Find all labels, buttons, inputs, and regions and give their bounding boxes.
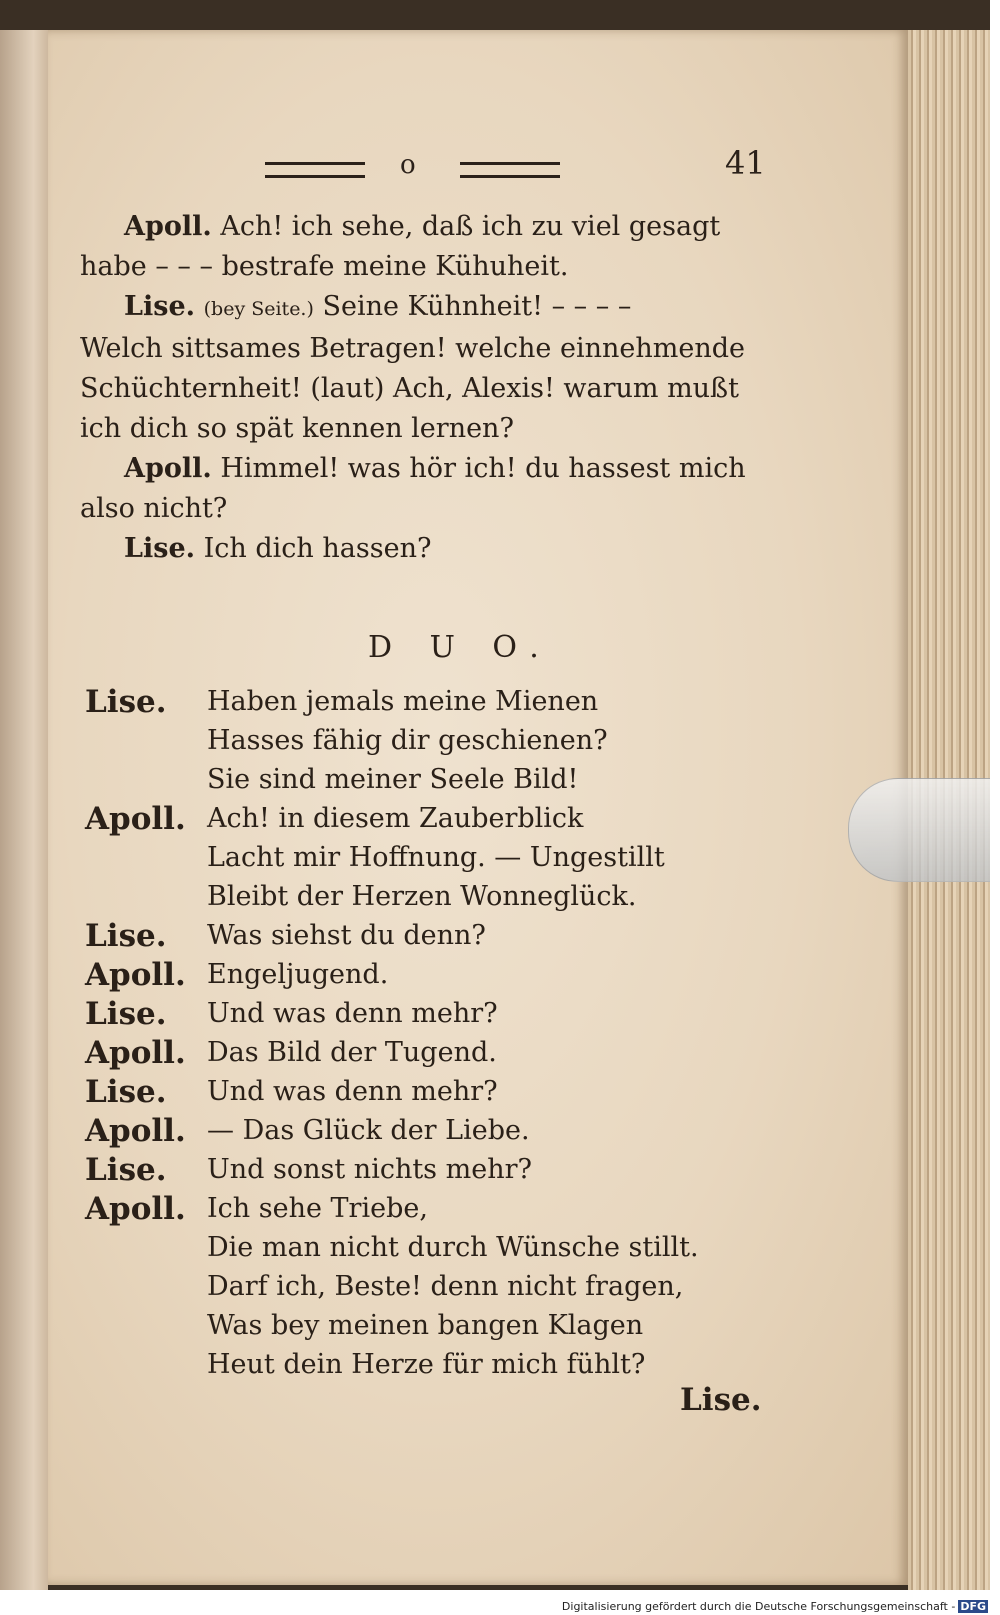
dfg-logo: DFG xyxy=(960,1600,986,1613)
page-marker-clip xyxy=(848,778,990,882)
verse-line: Und was denn mehr? xyxy=(207,1076,498,1107)
prose-line xyxy=(80,529,780,569)
prose-line xyxy=(80,449,780,489)
dialogue-row xyxy=(85,1308,785,1347)
dialogue-row xyxy=(85,1191,785,1230)
credit-text: Digitalisierung gefördert durch die Deutsche Forschungsgemeinschaft - xyxy=(561,1600,956,1613)
verse-line: Was siehst du denn? xyxy=(207,920,486,951)
speaker-label: Apoll. xyxy=(85,1113,186,1149)
dialogue-row xyxy=(85,684,785,723)
prose-line xyxy=(80,489,780,529)
digitization-credit xyxy=(562,1600,988,1613)
line-text: Welch sittsames Betragen! welche einnehmende xyxy=(80,333,745,364)
prose-line xyxy=(80,287,780,329)
dialogue-row xyxy=(85,1347,785,1386)
line-text: Schüchternheit! (laut) Ach, Alexis! warum mußt xyxy=(80,373,739,404)
page-header xyxy=(265,144,785,190)
dialogue-row xyxy=(85,957,785,996)
verse-line: Hasses fähig dir geschienen? xyxy=(207,725,608,756)
verse-line: Lacht mir Hoffnung. — Ungestillt xyxy=(207,842,665,873)
prose-line xyxy=(80,369,780,409)
verse-line: Engeljugend. xyxy=(207,959,389,990)
duo-dialogue xyxy=(85,684,785,1386)
verse-line: Heut dein Herze für mich fühlt? xyxy=(207,1349,646,1380)
prose-line xyxy=(80,247,780,287)
dialogue-row xyxy=(85,879,785,918)
verse-line: Die man nicht durch Wünsche stillt. xyxy=(207,1232,699,1263)
speaker-label: Lise. xyxy=(124,533,196,564)
dialogue-row xyxy=(85,840,785,879)
page-number: 41 xyxy=(725,144,766,182)
line-text: ich dich so spät kennen lernen? xyxy=(80,413,514,444)
prose-line xyxy=(80,329,780,369)
verse-line: Bleibt der Herzen Wonneglück. xyxy=(207,881,637,912)
speaker-label: Apoll. xyxy=(85,1191,186,1227)
speaker-label: Lise. xyxy=(85,684,167,720)
line-text: Ach! ich sehe, daß ich zu viel gesagt xyxy=(220,211,721,242)
dialogue-row xyxy=(85,1035,785,1074)
speaker-label: Lise. xyxy=(85,996,167,1032)
dialogue-row xyxy=(85,723,785,762)
verse-line: Das Bild der Tugend. xyxy=(207,1037,497,1068)
speaker-label: Lise. xyxy=(85,918,167,954)
verse-line: Haben jemals meine Mienen xyxy=(207,686,599,717)
dialogue-row xyxy=(85,1230,785,1269)
speaker-label: Lise. xyxy=(85,1152,167,1188)
speaker-label: Lise. xyxy=(85,1074,167,1110)
verse-line: Und was denn mehr? xyxy=(207,998,498,1029)
duo-heading: D U O. xyxy=(368,630,553,665)
line-text: Ich dich hassen? xyxy=(203,533,432,564)
speaker-label: Lise. xyxy=(124,291,196,322)
dialogue-row xyxy=(85,801,785,840)
header-ornament: o xyxy=(400,150,416,180)
header-rule-left xyxy=(265,162,365,178)
stage-direction: (bey Seite.) xyxy=(203,298,314,320)
verse-line: Was bey meinen bangen Klagen xyxy=(207,1310,644,1341)
dialogue-row xyxy=(85,1152,785,1191)
verse-line: Ach! in diesem Zauberblick xyxy=(207,803,584,834)
speaker-label: Apoll. xyxy=(85,957,186,993)
speaker-label: Apoll. xyxy=(124,453,212,484)
prose-line xyxy=(80,409,780,449)
dialogue-row xyxy=(85,1074,785,1113)
prose-line xyxy=(80,207,780,247)
verse-line: — Das Glück der Liebe. xyxy=(207,1115,530,1146)
speaker-label: Apoll. xyxy=(124,211,212,242)
line-text: Himmel! was hör ich! du hassest mich xyxy=(220,453,746,484)
speaker-label: Apoll. xyxy=(85,1035,186,1071)
verse-line: Ich sehe Triebe, xyxy=(207,1193,428,1224)
header-rule-right xyxy=(460,162,560,178)
dialogue-row xyxy=(85,762,785,801)
dialogue-row xyxy=(85,1269,785,1308)
dialogue-row xyxy=(85,996,785,1035)
speaker-label: Apoll. xyxy=(85,801,186,837)
line-text: also nicht? xyxy=(80,493,228,524)
dialogue-row xyxy=(85,918,785,957)
verse-line: Sie sind meiner Seele Bild! xyxy=(207,764,579,795)
verse-line: Darf ich, Beste! denn nicht fragen, xyxy=(207,1271,684,1302)
line-text: habe – – – bestrafe meine Kühuheit. xyxy=(80,251,569,282)
prose-block xyxy=(80,207,780,569)
dialogue-row xyxy=(85,1113,785,1152)
line-text: Seine Kühnheit! – – – – xyxy=(322,291,632,322)
facing-page-edge xyxy=(0,30,48,1590)
verse-line: Und sonst nichts mehr? xyxy=(207,1154,532,1185)
catchword: Lise. xyxy=(680,1382,762,1418)
